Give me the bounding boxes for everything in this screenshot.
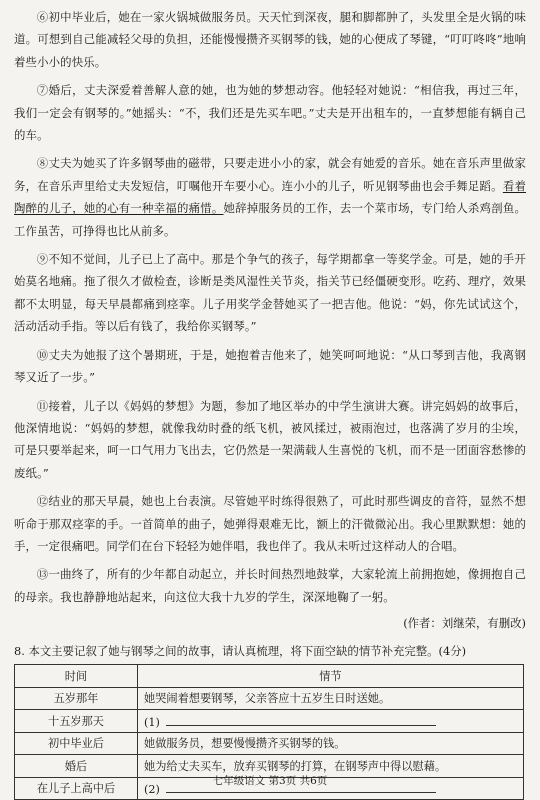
paragraph-8 (14, 152, 526, 242)
paragraph-11: ⑪接着，儿子以《妈妈的梦想》为题，参加了地区举办的中学生演讲大赛。讲完妈妈的故事后，他深情地说：“妈妈的梦想，就像我幼时叠的纸飞机，被风揉过，被雨泡过，也落满了岁月的尘埃，可是只要举起来，呵一口气用力飞出去，它仍然是一架满载人生喜悦的飞机，而不是一团面容愁惨的废纸。” (14, 398, 526, 480)
row-time: 初中毕业后 (15, 732, 138, 755)
paragraph-8-text-rest: 她辞掉服务员的工作，去一个菜市场，专门给人杀鸡剖鱼。工作虽苦，可挣得也比从前多。 (14, 201, 527, 238)
row-plot-blank[interactable] (138, 710, 524, 733)
answer-line[interactable] (166, 713, 436, 726)
row-plot: 她哭闹着想要钢琴，父亲答应十五岁生日时送她。 (138, 687, 524, 710)
paragraph-9: ⑨不知不觉间，儿子已上了高中。那是个争气的孩子，每学期都拿一等奖学金。可是，她的手开始莫名地痛。拖了很久才做检查，诊断是类风湿性关节炎，指关节已经僵硬变形。吃药、理疗，效果都不太明显，每天早晨都痛到痉挛。儿子用奖学金替她买了一把吉他。他说：“妈，你先试试这个，活动活动手指。等以后有钱了，我给你买钢琴。” (14, 252, 526, 334)
row-plot: 她为给丈夫买车，放弃买钢琴的打算，在钢琴声中得以慰藉。 (138, 755, 524, 778)
blank-number: (2) (144, 783, 160, 797)
table-row (15, 732, 524, 755)
paragraph-7: ⑦婚后，丈夫深爱着善解人意的她，也为她的梦想动容。他轻轻对她说：“相信我，再过三年，我们一定会有钢琴的。”她摇头：“不，我们还是先买车吧。”丈夫是开出租车的，一直梦想能有辆自己的车。 (14, 83, 526, 143)
paragraph-6: ⑥初中毕业后，她在一家火锅城做服务员。天天忙到深夜，腿和脚都肿了，头发里全是火锅的味道。可想到自己能减轻父母的负担，还能慢慢攒齐买钢琴的钱，她的心便成了琴键，“叮叮咚咚”地响着些小小的快乐。 (14, 10, 526, 69)
row-plot: 她做服务员，想要慢慢攒齐买钢琴的钱。 (138, 732, 524, 755)
question-8: 8. 本文主要记叙了她与钢琴之间的故事，请认真梳理，将下面空缺的情节补充完整。(4分) (14, 644, 467, 659)
header-plot: 情节 (138, 665, 524, 688)
table-row (15, 710, 524, 733)
paragraph-10: ⑩丈夫为她报了这个暑期班，于是，她抱着吉他来了，她笑呵呵地说：“从口琴到吉他，我离钢琴又近了一步。” (14, 347, 526, 385)
header-time: 时间 (15, 665, 138, 688)
table-row (15, 687, 524, 710)
document-page (14, 6, 526, 800)
blank-number: (1) (144, 715, 160, 729)
underlined-sentence: 看着陶醉的儿子，她的心有一种幸福的痛惜。 (14, 178, 526, 216)
row-time: 五岁那年 (15, 687, 138, 710)
page-footer: 七年级语文 第3页 共6页 (212, 775, 328, 787)
paragraph-13: ⑬一曲终了，所有的少年都自动起立，并长时间热烈地鼓掌，大家轮流上前拥抱她，像拥抱自己的母亲。我也静静地站起来，向这位大我十九岁的学生，深深地鞠了一躬。 (14, 567, 526, 604)
paragraph-12: ⑫结业的那天早晨，她也上台表演。尽管她平时练得很熟了，可此时那些调皮的音符，显然不想听命于那双痉挛的手。一首简单的曲子，她弹得艰难无比，额上的汗微微沁出。我心里默默想：她的手，一定很痛吧。同学们在台下轻轻为她伴唱，我也伴了。我从未听过这样动人的合唱。 (14, 494, 526, 553)
row-time: 在儿子上高中后 (15, 777, 138, 800)
author-credit: (作者：刘继荣，有删改) (403, 616, 526, 631)
row-time: 婚后 (15, 755, 138, 778)
row-time: 十五岁那天 (15, 710, 138, 733)
table-header-row (15, 665, 524, 688)
paragraph-8-text: ⑧丈夫为她买了许多钢琴曲的磁带，只要走进小小的家，就会有她爱的音乐。她在音乐声里做家务，在音乐声里给丈夫发短信，叮嘱他开车要小心。连小小的儿子，听见钢琴曲也会手舞足蹈。 (14, 156, 526, 193)
